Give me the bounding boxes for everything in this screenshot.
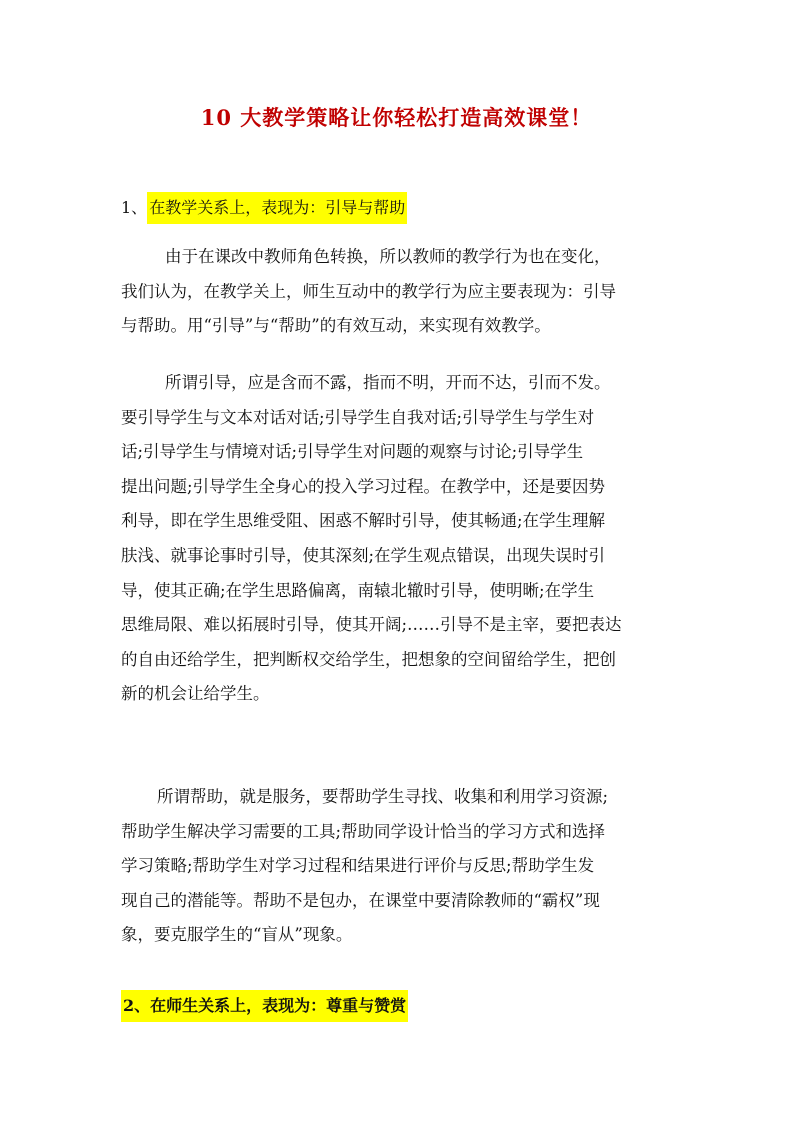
paragraph-line: 象，要克服学生的“盲从”现象。 bbox=[121, 925, 353, 945]
paragraph-line: 提出问题;引导学生全身心的投入学习过程。在教学中，还是要因势 bbox=[121, 476, 606, 496]
paragraph-line: 由于在课改中教师角色转换，所以教师的教学行为也在变化， bbox=[165, 247, 611, 266]
paragraph-line: 思维局限、难以拓展时引导，使其开阔;……引导不是主宰，要把表达 bbox=[121, 615, 622, 635]
paragraph-line: 利导，即在学生思维受阻、困惑不解时引导，使其畅通;在学生理解 bbox=[121, 511, 606, 531]
paragraph-line: 的自由还给学生，把判断权交给学生，把想象的空间留给学生，把创 bbox=[121, 649, 616, 669]
section-2-heading-text: 2、在师生关系上，表现为：尊重与赞赏 bbox=[121, 990, 408, 1022]
paragraph-1 bbox=[121, 240, 677, 344]
paragraph-2 bbox=[121, 366, 677, 712]
paragraph-line: 我们认为，在教学关上，师生互动中的教学行为应主要表现为：引导 bbox=[121, 281, 616, 301]
paragraph-line: 与帮助。用“引导”与“帮助”的有效互动，来实现有效教学。 bbox=[121, 316, 551, 336]
paragraph-line: 话;引导学生与情境对话;引导学生对问题的观察与讨论;引导学生 bbox=[121, 442, 584, 462]
document-title: 10 大教学策略让你轻松打造高效课堂！ bbox=[200, 105, 593, 130]
section-1-number: 1、 bbox=[121, 198, 148, 217]
paragraph-line: 所谓引导，应是含而不露，指而不明，开而不达，引而不发。 bbox=[165, 373, 611, 392]
paragraph-3 bbox=[121, 780, 677, 953]
paragraph-line: 帮助学生解决学习需要的工具;帮助同学设计恰当的学习方式和选择 bbox=[121, 821, 606, 841]
section-1-heading bbox=[121, 192, 407, 224]
section-1-heading-text: 在教学关系上，表现为：引导与帮助 bbox=[147, 192, 407, 224]
paragraph-line: 要引导学生与文本对话对话;引导学生自我对话;引导学生与学生对 bbox=[121, 407, 595, 427]
section-2-heading bbox=[121, 990, 408, 1022]
paragraph-line: 导，使其正确;在学生思路偏离，南辕北辙时引导，使明晰;在学生 bbox=[121, 580, 595, 600]
paragraph-line: 所谓帮助，就是服务，要帮助学生寻找、收集和利用学习资源; bbox=[157, 787, 609, 806]
paragraph-line: 现自己的潜能等。帮助不是包办，在课堂中要清除教师的“霸权”现 bbox=[121, 890, 600, 910]
paragraph-line: 肤浅、就事论事时引导，使其深刻;在学生观点错误，出现失误时引 bbox=[121, 545, 606, 565]
paragraph-line: 学习策略;帮助学生对学习过程和结果进行评价与反思;帮助学生发 bbox=[121, 856, 595, 876]
paragraph-line: 新的机会让给学生。 bbox=[121, 684, 270, 704]
